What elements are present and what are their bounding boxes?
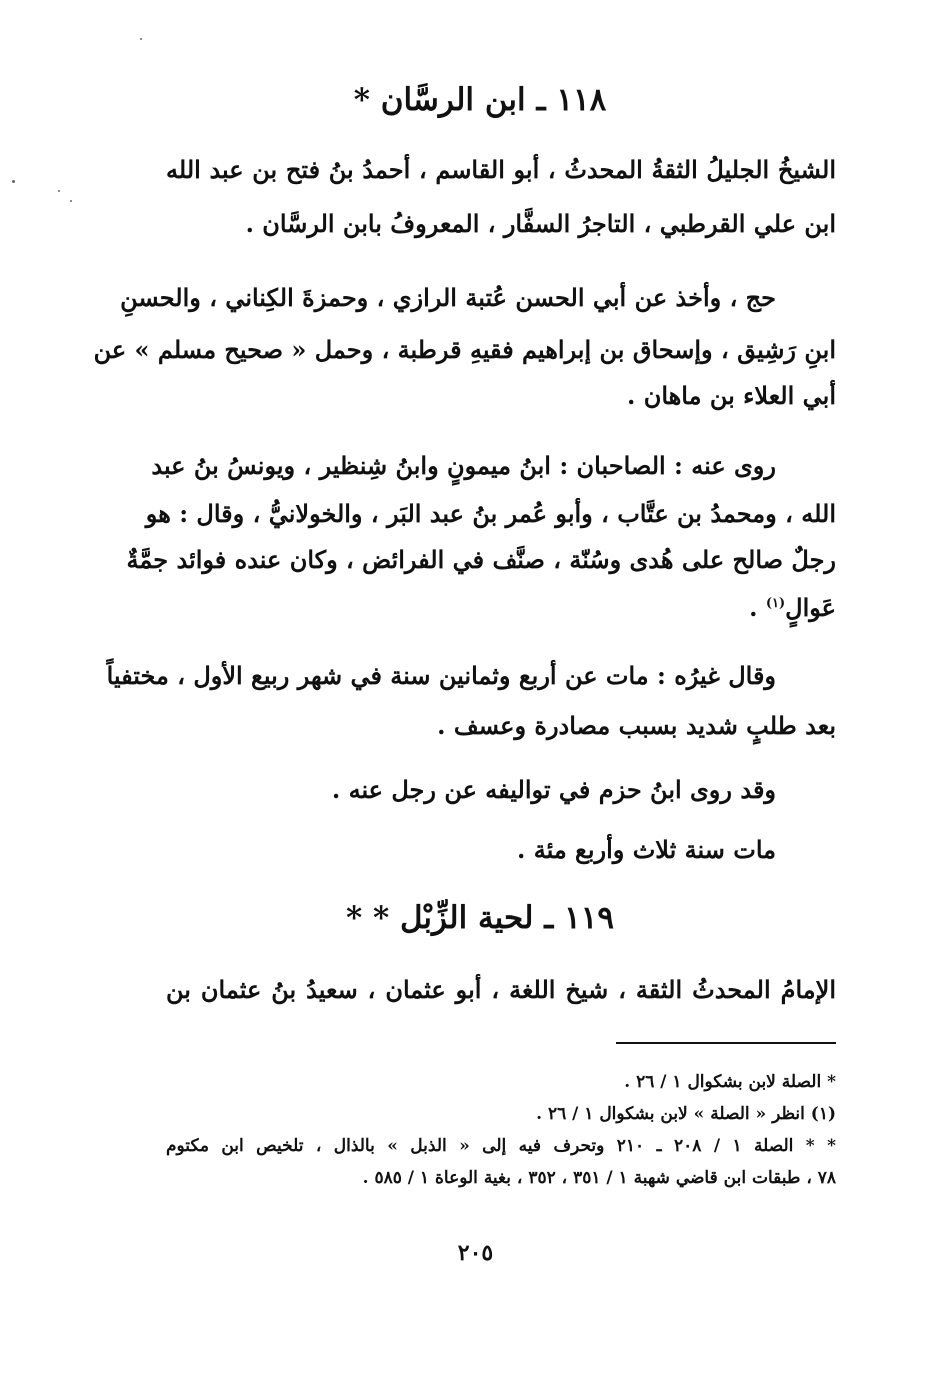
body-line: أبي العلاء بن ماهان . — [626, 381, 836, 410]
body-line: ابنِ رَشِيق ، وإسحاق بن إبراهيم فقيهِ قرطبة ، وحمل « صحيح مسلم » عن — [93, 335, 836, 364]
footnote-ref: (١) — [765, 596, 786, 611]
footnote: * * الصلة ١ / ٢٠٨ ـ ٢١٠ وتحرف فيه إلى « الذبل » بالذال ، تلخيص ابن مكتوم — [166, 1136, 836, 1156]
scan-speck — [12, 180, 15, 183]
body-text: عَوالٍ — [785, 593, 836, 622]
scan-speck — [70, 200, 72, 202]
body-line: الشيخُ الجليلُ الثقةُ المحدثُ ، أبو القاسم ، أحمدُ بنُ فتح بن عبد الله — [166, 155, 836, 184]
body-line: الله ، ومحمدُ بن عتَّاب ، وأبو عُمر بنُ عبد البَر ، والخولانيُّ ، وقال : هو — [145, 499, 836, 528]
body-line: روى عنه : الصاحبان : ابنُ ميمونٍ وابنُ شِنظير ، ويونسُ بنُ عبد — [151, 451, 776, 480]
footnote-separator — [616, 1042, 836, 1044]
scan-speck — [140, 38, 142, 40]
entry-heading: ١١٨ ـ ابن الرسَّان * — [353, 82, 607, 118]
body-line: مات سنة ثلاث وأربع مئة . — [517, 835, 776, 864]
footnote: (١) انظر « الصلة » لابن بشكوال ١ / ٢٦ . — [536, 1104, 836, 1124]
entry-heading: ١١٩ ـ لحية الزِّبْل * * — [345, 900, 615, 936]
body-line — [166, 593, 836, 622]
body-line: وقال غيرُه : مات عن أربع وثمانين سنة في شهر ربيع الأول ، مختفياً — [106, 661, 776, 690]
body-line: الإمامُ المحدثُ الثقة ، شيخ اللغة ، أبو عثمان ، سعيدُ بنُ عثمان بن — [166, 975, 836, 1004]
body-line: ابن علي القرطبي ، التاجرُ السفَّار ، المعروفُ بابن الرسَّان . — [245, 209, 836, 238]
scan-speck — [58, 190, 60, 192]
footnote: * الصلة لابن بشكوال ١ / ٢٦ . — [624, 1072, 836, 1092]
body-line: بعد طلبٍ شديد بسبب مصادرة وعسف . — [437, 711, 836, 740]
body-line: رجلٌ صالح على هُدى وسُنّة ، صنَّف في الفرائض ، وكان عنده فوائد جمَّةٌ — [126, 545, 836, 574]
sentence-end: . — [749, 593, 758, 622]
footnote: ٧٨ ، طبقات ابن قاضي شهبة ١ / ٣٥١ ، ٣٥٢ ، بغية الوعاة ١ / ٥٨٥ . — [362, 1168, 836, 1188]
body-line: وقد روى ابنُ حزم في تواليفه عن رجل عنه . — [331, 775, 776, 804]
page-number: ٢٠٥ — [457, 1240, 494, 1266]
body-line: حج ، وأخذ عن أبي الحسن عُتبة الرازي ، وحمزةَ الكِناني ، والحسنِ — [120, 283, 776, 312]
